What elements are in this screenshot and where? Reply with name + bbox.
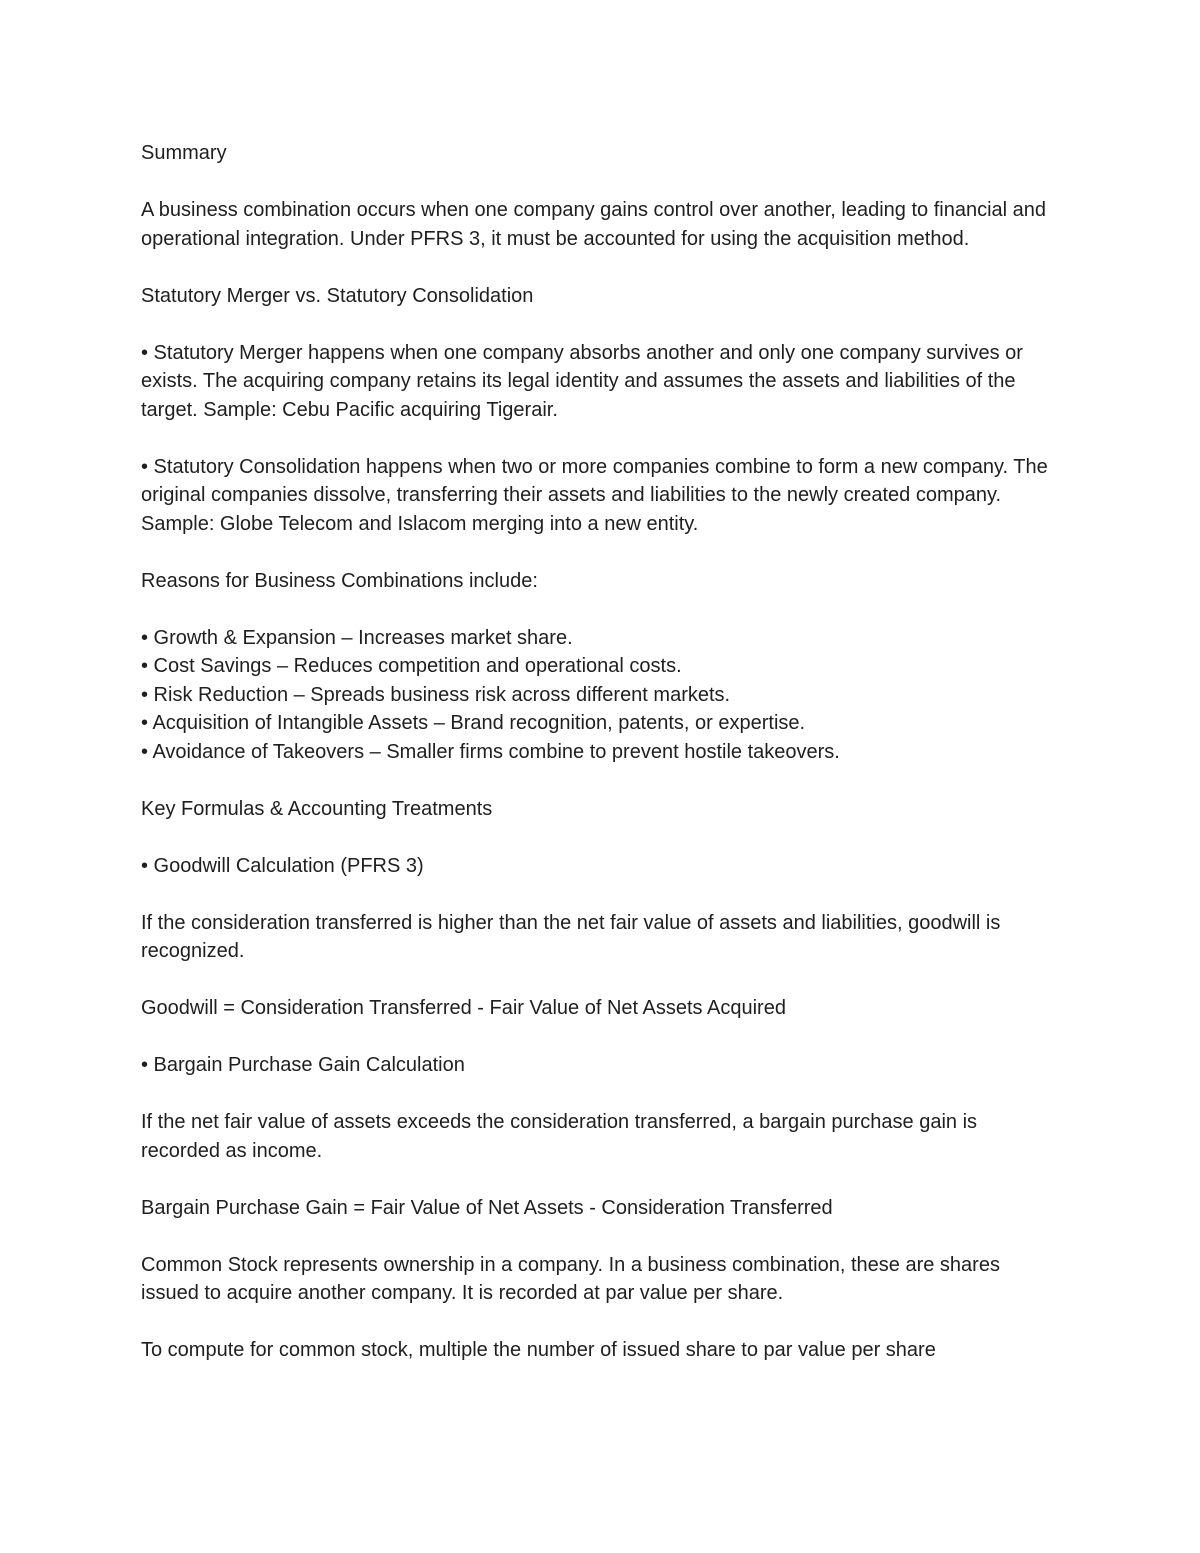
paragraph-gap xyxy=(141,1308,1061,1337)
merger-vs-consolidation-heading: Statutory Merger vs. Statutory Consolidation xyxy=(141,284,534,307)
paragraph-gap xyxy=(141,253,1061,282)
bargain-formula: Bargain Purchase Gain = Fair Value of Net Assets - Consideration Transferred xyxy=(141,1196,833,1219)
reasons-list xyxy=(141,624,1061,767)
paragraph-gap xyxy=(141,880,1061,909)
common-stock-paragraph: Common Stock represents ownership in a company. In a business combination, these are shares issued to acquire another company. It is recorded at par value per share. xyxy=(141,1253,1006,1304)
list-item: • Growth & Expansion – Increases market share. xyxy=(141,626,573,649)
paragraph-gap xyxy=(141,1080,1061,1109)
list-item: • Acquisition of Intangible Assets – Brand recognition, patents, or expertise. xyxy=(141,712,806,734)
paragraph-gap xyxy=(141,1222,1061,1251)
paragraph-gap xyxy=(141,823,1061,852)
bargain-heading: • Bargain Purchase Gain Calculation xyxy=(141,1054,465,1076)
statutory-merger-paragraph: • Statutory Merger happens when one company absorbs another and only one company survives or exists. The acquiring company retains its legal identity and assumes the assets and liabilities of the target. Sample: Cebu Pacific acquiring Tigerair. xyxy=(141,341,1029,421)
statutory-consolidation-paragraph: • Statutory Consolidation happens when two or more companies combine to form a new company. The original companies dissolve, transferring their assets and liabilities to the newly created company. Sample: Globe Telecom and Islacom merging into a new entity. xyxy=(141,455,1054,535)
goodwill-heading: • Goodwill Calculation (PFRS 3) xyxy=(141,854,424,877)
bargain-paragraph: If the net fair value of assets exceeds the consideration transferred, a bargain purchase gain is recorded as income. xyxy=(141,1111,983,1162)
paragraph-gap xyxy=(141,424,1061,453)
paragraph-gap xyxy=(141,766,1061,795)
list-item: • Cost Savings – Reduces competition and operational costs. xyxy=(141,655,682,677)
paragraph-gap xyxy=(141,1165,1061,1194)
reasons-heading: Reasons for Business Combinations include: xyxy=(141,569,538,592)
paragraph-gap xyxy=(141,310,1061,339)
common-stock-compute-paragraph: To compute for common stock, multiple the number of issued share to par value per share xyxy=(141,1339,936,1361)
list-item: • Risk Reduction – Spreads business risk across different markets. xyxy=(141,683,731,706)
paragraph-gap xyxy=(141,1023,1061,1052)
goodwill-formula: Goodwill = Consideration Transferred - Fair Value of Net Assets Acquired xyxy=(141,997,786,1019)
summary-paragraph: A business combination occurs when one company gains control over another, leading to financial and operational integration. Under PFRS 3, it must be accounted for using the acquisition method. xyxy=(141,199,1052,250)
paragraph-gap xyxy=(141,966,1061,995)
document-body xyxy=(141,139,1061,1365)
paragraph-gap xyxy=(141,538,1061,567)
paragraph-gap xyxy=(141,168,1061,197)
list-item: • Avoidance of Takeovers – Smaller firms combine to prevent hostile takeovers. xyxy=(141,740,840,763)
paragraph-gap xyxy=(141,595,1061,624)
formulas-heading: Key Formulas & Accounting Treatments xyxy=(141,797,493,820)
goodwill-paragraph: If the consideration transferred is higher than the net fair value of assets and liabilities, goodwill is recognized. xyxy=(141,911,1006,962)
summary-heading: Summary xyxy=(141,142,227,164)
